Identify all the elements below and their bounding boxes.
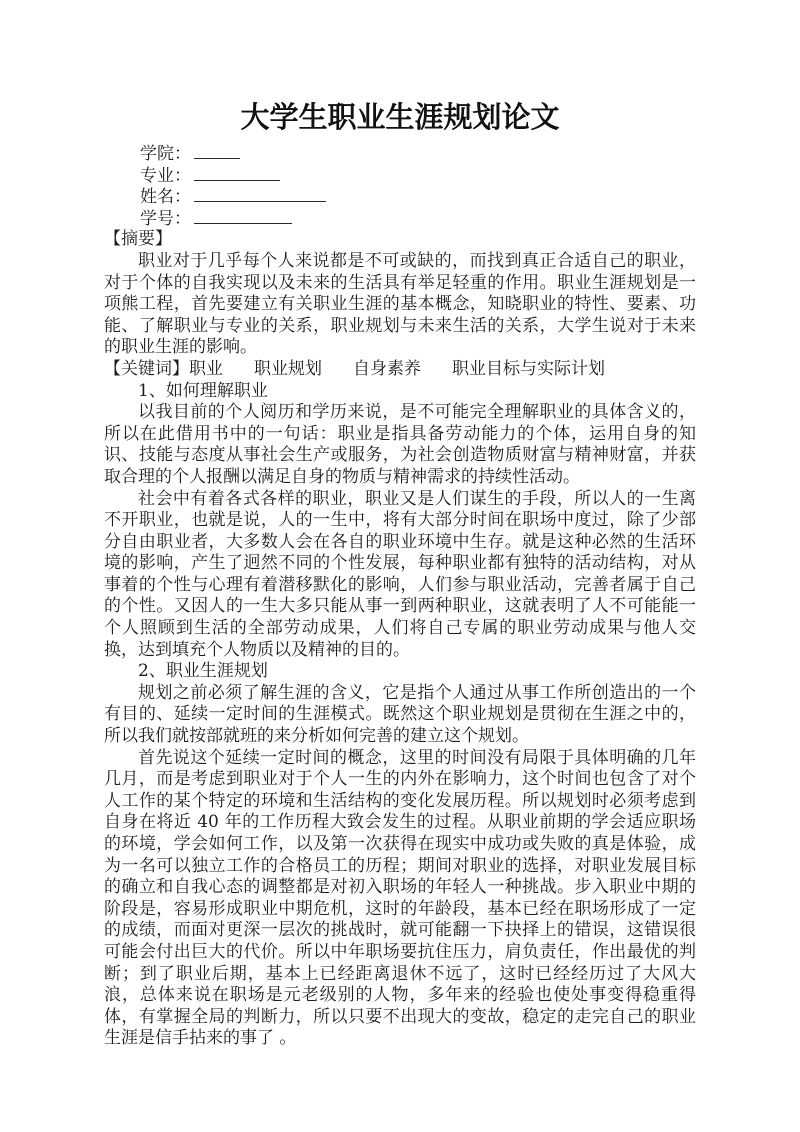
keyword-item: 自身素养: [353, 358, 421, 379]
keyword-item: 职业: [189, 358, 223, 379]
document-content: [104, 0, 696, 1050]
field-major-label: 专业：: [140, 165, 191, 186]
section-2-paragraph-1: 规划之前必须了解生涯的含义，它是指个人通过从事工作所创造出的一个有目的、延续一定时间的生涯模式。既然这个职业规划是贯彻在生涯之中的，所以我们就按部就班的来分析如何完善的建立这个规划。: [104, 682, 696, 747]
field-major-blank: [194, 165, 280, 181]
field-college: [140, 143, 696, 165]
section-1-paragraph-2: 社会中有着各式各样的职业，职业又是人们谋生的手段，所以人的一生离不开职业，也就是说，人的一生中，将有大部分时间在职场中度过，除了少部分自由职业者，大多数人会在各自的职业环境中生存。就是这种必然的生活环境的影响，产生了迥然不同的个性发展，每种职业都有独特的活动结构，对从事着的个性与心理有着潜移默化的影响，人们参与职业活动，完善者属于自己的个性。又因人的一生大多只能从事一到两种职业，这就表明了人不可能能一个人照顾到生活的全部劳动成果，人们将自己专属的职业劳动成果与他人交换，达到填充个人物质以及精神的目的。: [104, 488, 696, 660]
field-major: [140, 165, 696, 187]
keywords-line: [104, 359, 696, 381]
document-title: 大学生职业生涯规划论文: [240, 100, 560, 134]
field-student-id: [140, 208, 696, 230]
keywords-label: 【关键词】: [104, 358, 189, 379]
abstract-text: 职业对于几乎每个人来说都是不可或缺的，而找到真正合适自己的职业，对于个体的自我实现以及未来的生活具有举足轻重的作用。职业生涯规划是一项熊工程，首先要建立有关职业生涯的基本概念，知晓职业的特性、要素、功能、了解职业与专业的关系，职业规划与未来生活的关系，大学生说对于未来的职业生涯的影响。: [104, 250, 696, 358]
abstract-label: 【摘要】: [104, 229, 172, 250]
field-college-blank: [194, 143, 240, 159]
field-student-id-blank: [194, 208, 292, 224]
field-name-label: 姓名：: [140, 187, 191, 208]
keyword-item: 职业规划: [254, 358, 322, 379]
section-1-paragraph-1: 以我目前的个人阅历和学历来说，是不可能完全理解职业的具体含义的，所以在此借用书中的一句话：职业是指具备劳动能力的个体，运用自身的知识、技能与态度从事社会生产或服务，为社会创造物质财富与精神财富，并获取合理的个人报酬以满足自身的物质与精神需求的持续性活动。: [104, 402, 696, 487]
field-name: [140, 186, 696, 208]
section-2-heading: 2、职业生涯规划: [138, 661, 268, 682]
keyword-item: 职业目标与实际计划: [452, 358, 605, 379]
field-student-id-label: 学号：: [140, 208, 191, 229]
header-fields: [104, 143, 696, 229]
section-2-paragraph-2: 首先说这个延续一定时间的概念，这里的时间没有局限于具体明确的几年几月，而是考虑到职业对于个人一生的内外在影响力，这个时间也包含了对个人工作的某个特定的环境和生活结构的变化发展历程。所以规划时必须考虑到自身在将近 40 年的工作历程大致会发生的过程。从职业前期的学会适应职场的环境，学会如何工作，以及第一次获得在现实中成功或失败的真是体验，成为一名可以独立工作的合格员工的历程；期间对职业的选择，对职业发展目标的确立和自我心态的调整都是对初入职场的年轻人一种挑战。步入职业中期的阶段是，容易形成职业中期危机，这时的年龄段，基本已经在职场形成了一定的成绩，而面对更深一层次的挑战时，就可能翻一下抉择上的错误，这错误很可能会付出巨大的代价。所以中年职场要抗住压力，肩负责任，作出最优的判断；到了职业后期，基本上已经距离退休不远了，这时已经经历过了大风大浪，总体来说在职场是元老级别的人物，多年来的经验也使处事变得稳重得体，有掌握全局的判断力，所以只要不出现大的变故，稳定的走完自己的职业生涯是信手拈来的事了 。: [104, 747, 696, 1049]
field-name-blank: [194, 186, 326, 202]
section-1-heading: 1、如何理解职业: [138, 380, 268, 401]
field-college-label: 学院：: [140, 144, 191, 164]
